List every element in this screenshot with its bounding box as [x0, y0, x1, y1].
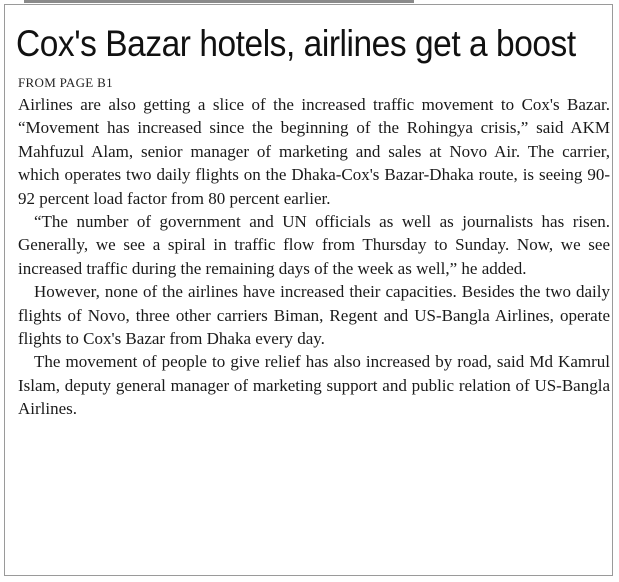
article-body [18, 93, 610, 421]
article-paragraph-4: The movement of people to give relief has also increased by road, said Md Kamrul Islam, deputy general manager of marketing support and public relation of US-Bangla Airlines. [18, 352, 610, 419]
top-rule [24, 0, 414, 3]
article-paragraph-2: “The number of government and UN officials as well as journalists has risen. Generally, we see a spiral in traffic flow from Thursday to Sunday. Now, we see increased traffic during the remaining days of the week as well,” he added. [18, 212, 610, 278]
article-headline: Cox's Bazar hotels, airlines get a boost [16, 23, 576, 64]
article-paragraph-3: However, none of the airlines have increased their capacities. Besides the two daily flights of Novo, three other carriers Biman, Regent and US-Bangla Airlines, operate flights to Cox's Bazar from Dhaka every day. [18, 282, 610, 349]
article-paragraph-1: Airlines are also getting a slice of the increased traffic movement to Cox's Bazar. “Movement has increased since the beginning of the Rohingya crisis,” said AKM Mahfuzul Alam, senior manager of marketing and sales at Novo Air. The carrier, which operates two daily flights on the Dhaka-Cox's Bazar-Dhaka route, is seeing 90-92 percent load factor from 80 percent earlier. [18, 95, 610, 208]
continued-from-label: FROM PAGE B1 [18, 75, 113, 90]
